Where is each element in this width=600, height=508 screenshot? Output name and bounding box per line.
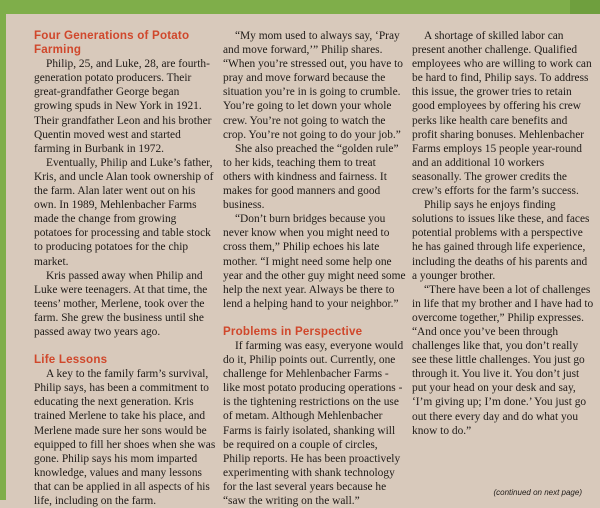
article-paragraph: A shortage of skilled labor can present another challenge. Qualified employees who are willing to work can be hard to find, Philip says. To address this issue, the grower tries to retain good employees by offering his crew perks like health care benefits and profit sharing bonuses. Mehlenbacher Farms employs 15 people year-round and an additional 10 workers seasonally. The grower credits the crew’s efforts for the farm’s success. bbox=[412, 30, 592, 198]
article-paragraph: Eventually, Philip and Luke’s father, Kris, and uncle Alan took ownership of the farm. Alan later went out on his own. In 1989, Mehlenbacher Farms made the change from growing potatoes for processing and table stock to producing potatoes for the chip market. bbox=[34, 156, 214, 268]
article-paragraph: Philip says he enjoys finding solutions to issues like these, and faces potential problems with a perspective he has gained through life experience, including the deaths of his parents and a younger brother. bbox=[412, 199, 590, 282]
article-paragraph: “My mom used to always say, ‘Pray and move forward,’” Philip shares. “When you’re stressed out, you have to pray and move forward because the situation you’re in is going to crumble. You’re going to let down your whole crew. You’re not going to watch the crop. You’re not going to do your job.” bbox=[223, 30, 403, 141]
article-paragraph: A key to the family farm’s survival, Philip says, has been a commitment to educating the next generation. Kris trained Merlene to take his place, and Merlene made sure her sons would be equipped to fill her shoes when she was gone. Philip says his mom imparted knowledge, values and many lessons that can be applied in all aspects of his life, including on the farm. bbox=[34, 368, 216, 507]
article-column-3 bbox=[412, 29, 595, 438]
article-paragraph: If farming was easy, everyone would do it, Philip points out. Currently, one challenge for Mehlenbacher Farms - like most potato producing operations - is the tightening restrictions on the use of metam. Although Mehlenbacher Farms is fairly isolated, shanking will be required on a couple of circles, Philip reports. He has been proactively experimenting with shank technology for the last several years because he “saw the writing on the wall.” bbox=[223, 339, 404, 507]
left-accent-rule bbox=[0, 14, 6, 500]
article-paragraph: Kris passed away when Philip and Luke were teenagers. At that time, the teens’ mother, Merlene, took over the farm. She grew the business until she passed away two years ago. bbox=[34, 269, 208, 338]
article-column-2 bbox=[223, 29, 406, 508]
article-column-1 bbox=[34, 29, 217, 508]
article-paragraph: Philip, 25, and Luke, 28, are fourth-generation potato producers. Their great-grandfather George began growing spuds in New York in 1921. Their grandfather Leon and his brother Quentin moved west and started farming in Burbank in 1972. bbox=[34, 58, 212, 155]
article-paragraph: “There have been a lot of challenges in life that my brother and I have had to overcome together,” Philip expresses. “And once you’ve been through challenges like that, you don’t really see these little challenges. You just go through it. You live it. You don’t just put your head on your desk and say, ‘I’m giving up; I’m done.’ You just go out there every day and do what you know to do.” bbox=[412, 283, 594, 437]
section-heading-four-generations: Four Generations of Potato Farming bbox=[34, 29, 190, 57]
continued-on-next-page-note: (continued on next page) bbox=[493, 488, 582, 497]
section-heading-problems-in-perspective: Problems in Perspective bbox=[223, 324, 363, 338]
top-accent-band-end bbox=[570, 0, 600, 14]
article-paragraph: She also preached the “golden rule” to her kids, teaching them to treat others with kindness and fairness. It makes for good manners and good business. bbox=[223, 142, 399, 212]
section-heading-life-lessons: Life Lessons bbox=[34, 353, 108, 367]
top-accent-band bbox=[0, 0, 600, 14]
article-paragraph: “Don’t burn bridges because you never know when you might need to cross them,” Philip echoes his late mother. “I might need some help one year and the other guy might need some help the next year. Always be there to lend a helping hand to your neighbor.” bbox=[223, 213, 406, 310]
